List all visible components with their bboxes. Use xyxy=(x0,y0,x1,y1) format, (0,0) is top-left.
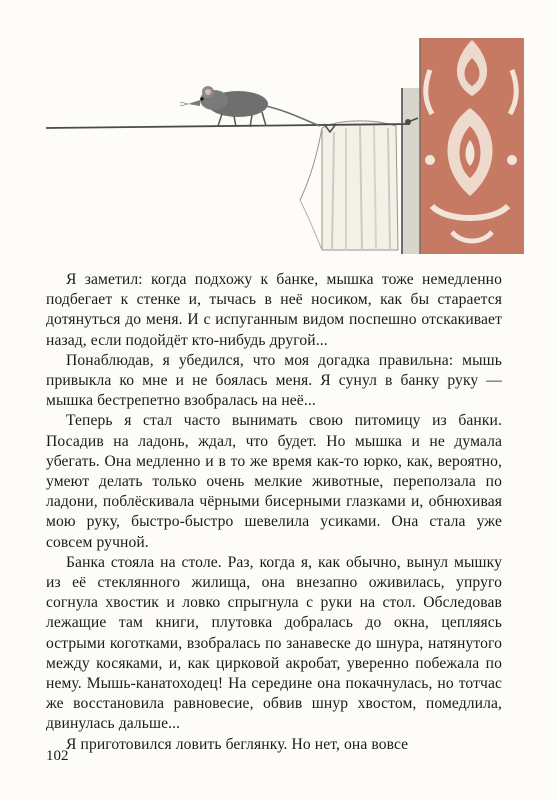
mouse-on-cord-illustration xyxy=(0,0,558,262)
paragraph-3: Теперь я стал часто вынимать свою питомицу из банки. Посадив на ладонь, ждал, что будет. Но мышка и не думала убегать. Она медленно и в то же время как-то юрко, как, вероятно, умеют делать только очень мелкие животные, переползала по ладони, поблёскивала чёрными бисерными глазками и, обнюхивая мою руку, быстро-быстро шевелила усиками. Она стала уже совсем ручной. xyxy=(46,412,502,551)
paragraph-4: Банка стояла на столе. Раз, когда я, как обычно, вынул мышку из её стеклянного жилища, она внезапно оживилась, упруго согнула хвостик и ловко спрыгнула с руки на стол. Обследовав лежащие там книги, плутовка добралась до окна, цепляясь острыми коготками, взобралась по занавеске до шнура, натянутого между косяками, и, как цирковой акробат, уверенно побежала по нему. Мышь-канатоходец! На середине она покачнулась, но тотчас же восстановила равновесие, обвив шнур хвостом, помедлила, двинулась дальше... xyxy=(46,553,502,733)
wallpaper-panel xyxy=(420,38,524,254)
page-number: 102 xyxy=(46,748,69,764)
paragraph-5: Я приготовился ловить беглянку. Но нет, она вовсе xyxy=(66,735,409,753)
body-text xyxy=(46,270,502,755)
paragraph-2: Понаблюдав, я убедился, что моя догадка правильна: мышь привыкла ко мне и не боялась меня. Я сунул в банку руку — мышка бестрепетно взобралась на неё... xyxy=(46,351,502,410)
curtain xyxy=(300,121,398,250)
paragraph-1: Я заметил: когда подхожу к банке, мышка тоже немедленно подбегает к стенке и, тычась в неё носиком, как бы старается дотянуться до меня. И с испуганным видом поспешно отскакивает назад, если подойдёт кто-нибудь другой... xyxy=(46,271,502,349)
mouse xyxy=(180,86,320,127)
window-frame xyxy=(402,38,420,254)
